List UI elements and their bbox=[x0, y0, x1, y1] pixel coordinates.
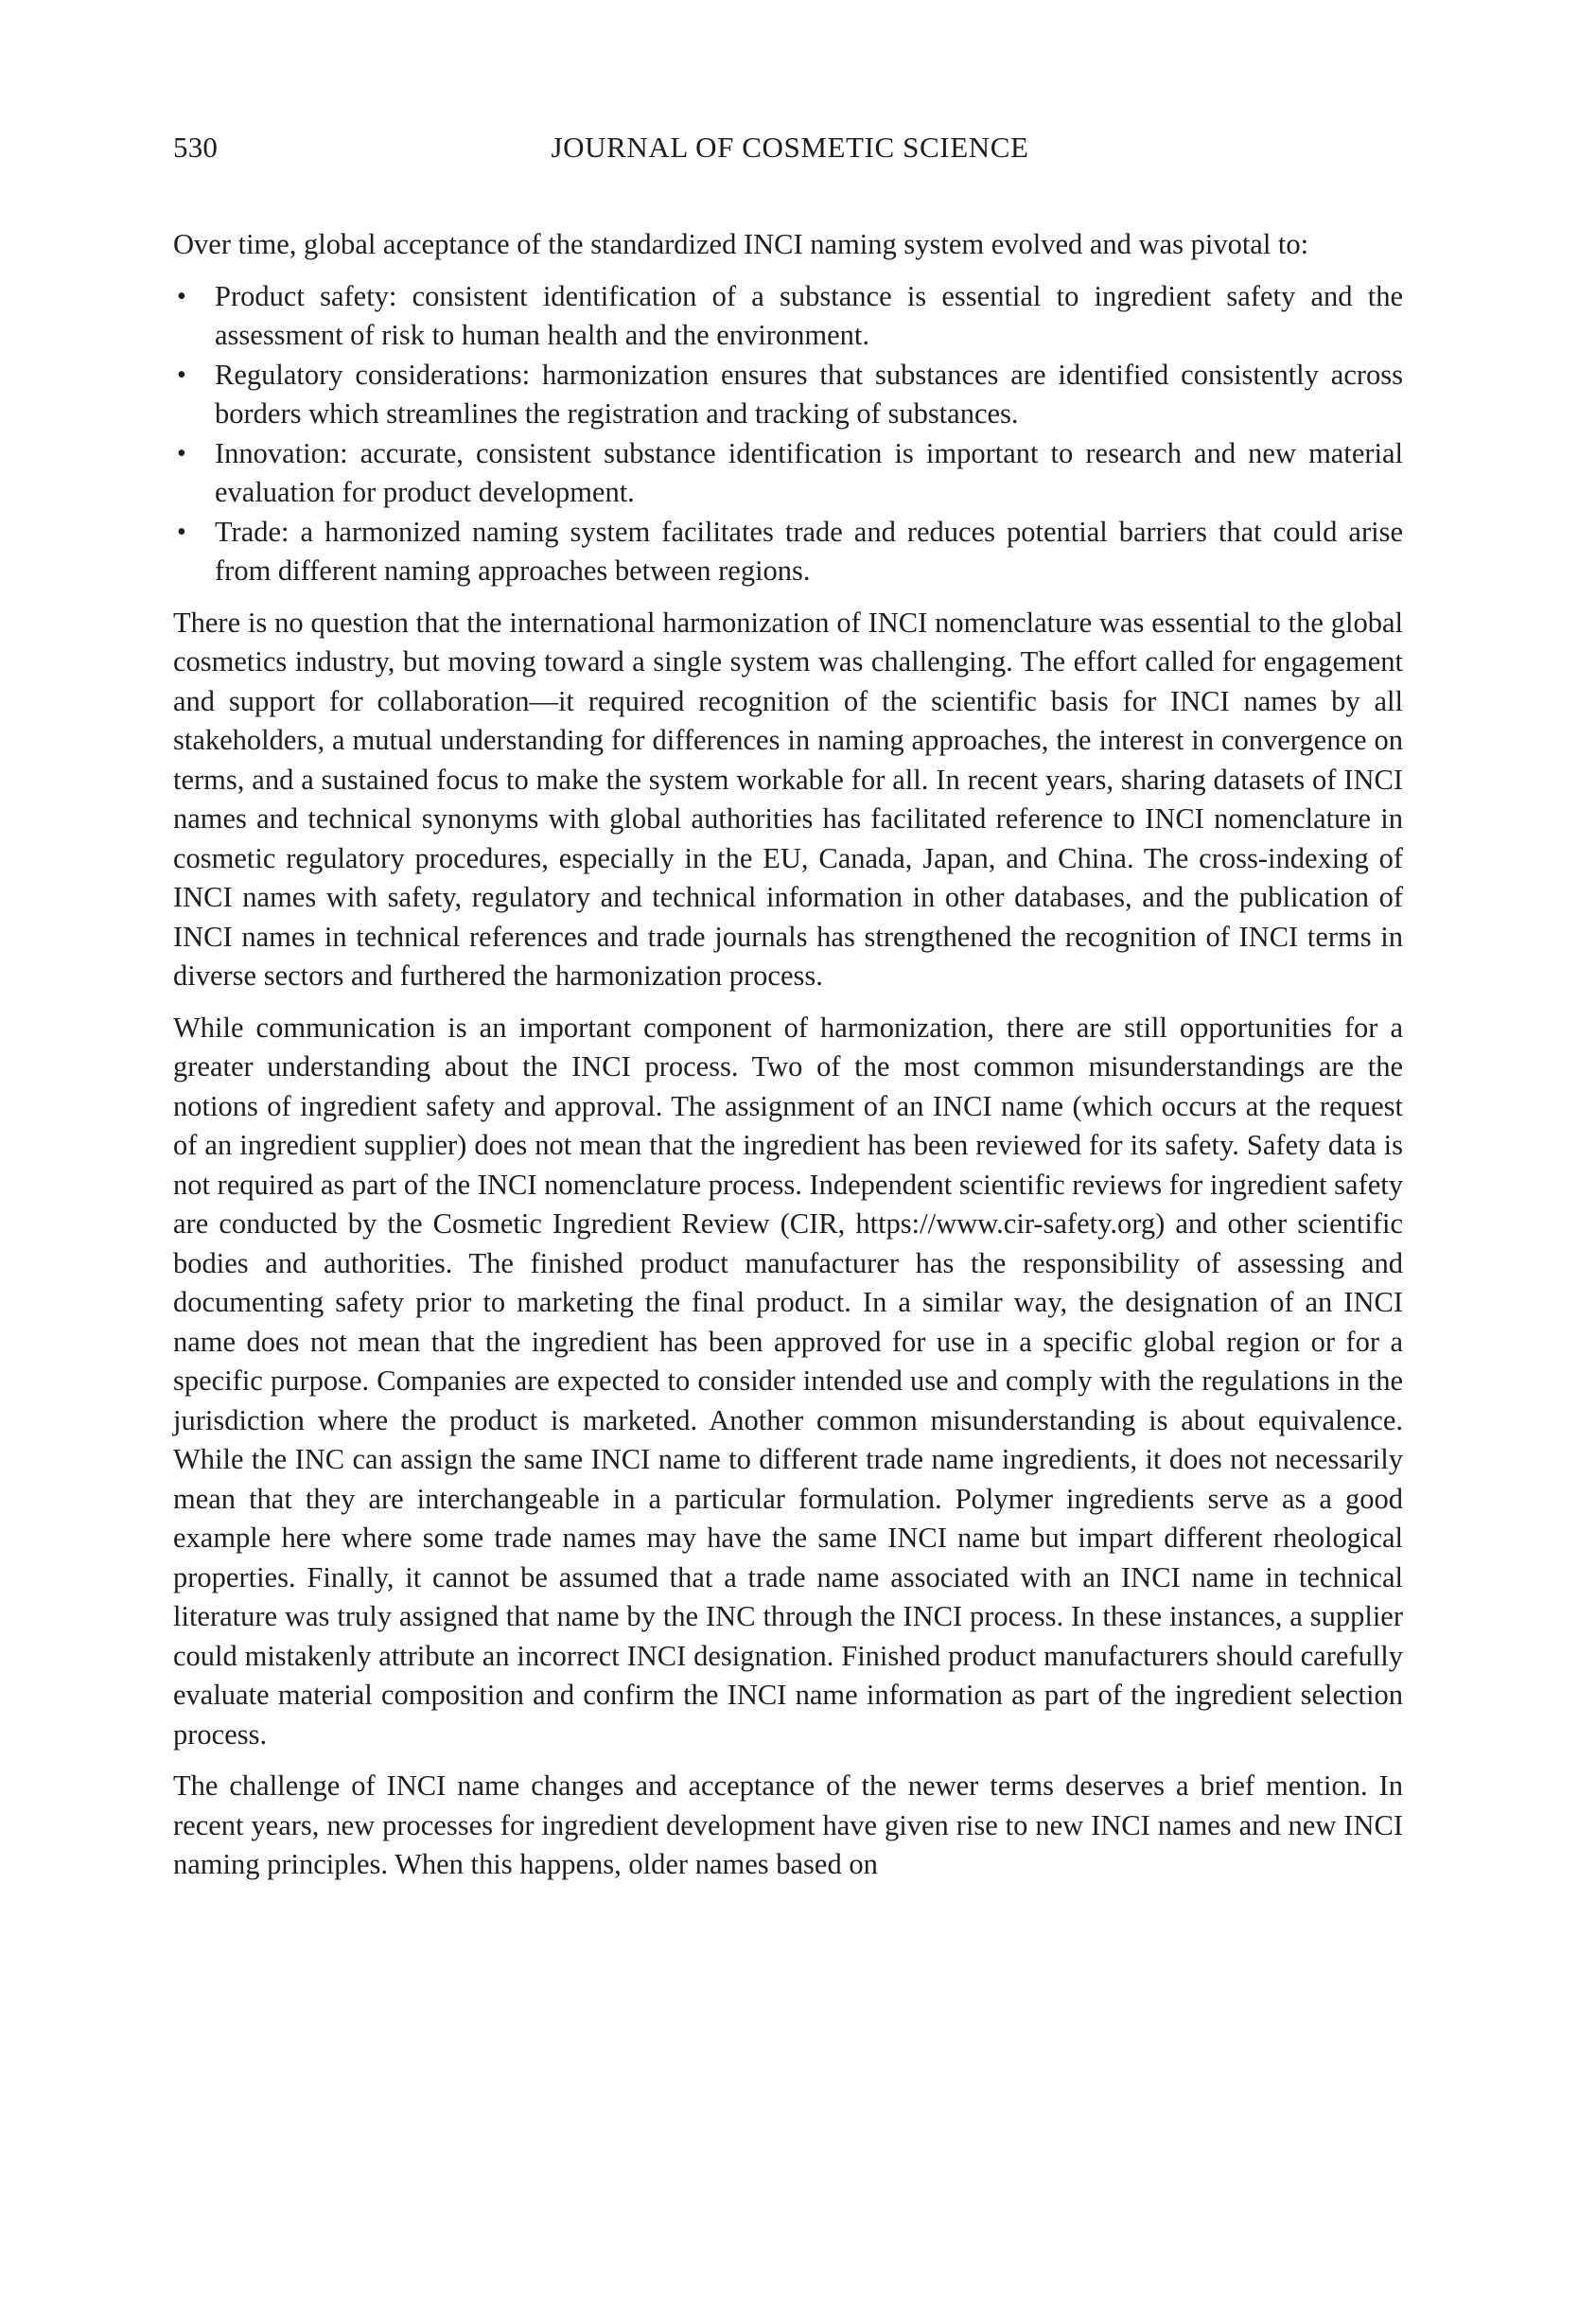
article-body bbox=[173, 225, 1403, 1885]
bullet-icon: • bbox=[177, 517, 186, 547]
list-item-text: Regulatory considerations: harmonization ensures that substances are identified consistently across borders which streamlines the registration and tracking of substances. bbox=[215, 358, 1403, 430]
list-item-trade bbox=[173, 513, 1403, 591]
benefits-list bbox=[173, 277, 1403, 591]
intro-paragraph: Over time, global acceptance of the standardized INCI naming system evolved and was pivotal to: bbox=[173, 228, 1309, 260]
list-item-text: Innovation: accurate, consistent substance identification is important to research and new material evaluation for product development. bbox=[215, 436, 1403, 508]
journal-page bbox=[173, 128, 1403, 1897]
list-item-text: Product safety: consistent identification of a substance is essential to ingredient safety and the assessment of risk to human health and the environment. bbox=[215, 279, 1403, 351]
running-header bbox=[173, 128, 1403, 167]
list-item-text: Trade: a harmonized naming system facilitates trade and reduces potential barriers that could arise from different naming approaches between regions. bbox=[215, 515, 1403, 587]
bullet-icon: • bbox=[177, 360, 186, 390]
bullet-icon: • bbox=[177, 438, 186, 468]
paragraph-name-changes: The challenge of INCI name changes and acceptance of the newer terms deserves a brief mention. In recent years, new processes for ingredient development have given rise to new INCI names and new INCI naming principles. When this happens, older names based on bbox=[173, 1769, 1403, 1880]
list-item-product-safety bbox=[173, 277, 1403, 356]
paragraph-misunderstandings: While communication is an important component of harmonization, there are still opportunities for a greater understanding about the INCI process. Two of the most common misunderstandings are the notions of ingredient safety and approval. The assignment of an INCI name (which occurs at the request of an ingredient supplier) does not mean that the ingredient has been reviewed for its safety. Safety data is not required as part of the INCI nomenclature process. Independent scientific reviews for ingredient safety are conducted by the Cosmetic Ingredient Review (CIR, https://www.cir-safety.org) and other scientific bodies and authorities. The finished product manufacturer has the responsibility of assessing and documenting safety prior to marketing the final product. In a similar way, the designation of an INCI name does not mean that the ingredient has been approved for use in a specific global region or for a specific purpose. Companies are expected to consider intended use and comply with the regulations in the jurisdiction where the product is marketed. Another common misunderstanding is about equivalence. While the INC can assign the same INCI name to different trade name ingredients, it does not necessarily mean that they are interchangeable in a particular formulation. Polymer ingredients serve as a good example here where some trade names may have the same INCI name but impart different rheological properties. Finally, it cannot be assumed that a trade name associated with an INCI name in technical literature was truly assigned that name by the INC through the INCI process. In these instances, a supplier could mistakenly attribute an incorrect INCI designation. Finished product manufacturers should carefully evaluate material composition and confirm the INCI name information as part of the ingredient selection process. bbox=[173, 1011, 1404, 1751]
page-number: 530 bbox=[173, 131, 219, 164]
journal-title: JOURNAL OF COSMETIC SCIENCE bbox=[551, 131, 1029, 164]
list-item-regulatory bbox=[173, 356, 1403, 434]
paragraph-harmonization: There is no question that the international harmonization of INCI nomenclature was essential to the global cosmetics industry, but moving toward a single system was challenging. The effort called for engagement and support for collaboration—it required recognition of the scientific basis for INCI names by all stakeholders, a mutual understanding for differences in naming approaches, the interest in convergence on terms, and a sustained focus to make the system workable for all. In recent years, sharing datasets of INCI names and technical synonyms with global authorities has facilitated reference to INCI nomenclature in cosmetic regulatory procedures, especially in the EU, Canada, Japan, and China. The cross-indexing of INCI names with safety, regulatory and technical information in other databases, and the publication of INCI names in technical references and trade journals has strengthened the recognition of INCI terms in diverse sectors and furthered the harmonization process. bbox=[173, 606, 1403, 992]
bullet-icon: • bbox=[177, 281, 186, 311]
list-item-innovation bbox=[173, 434, 1403, 513]
